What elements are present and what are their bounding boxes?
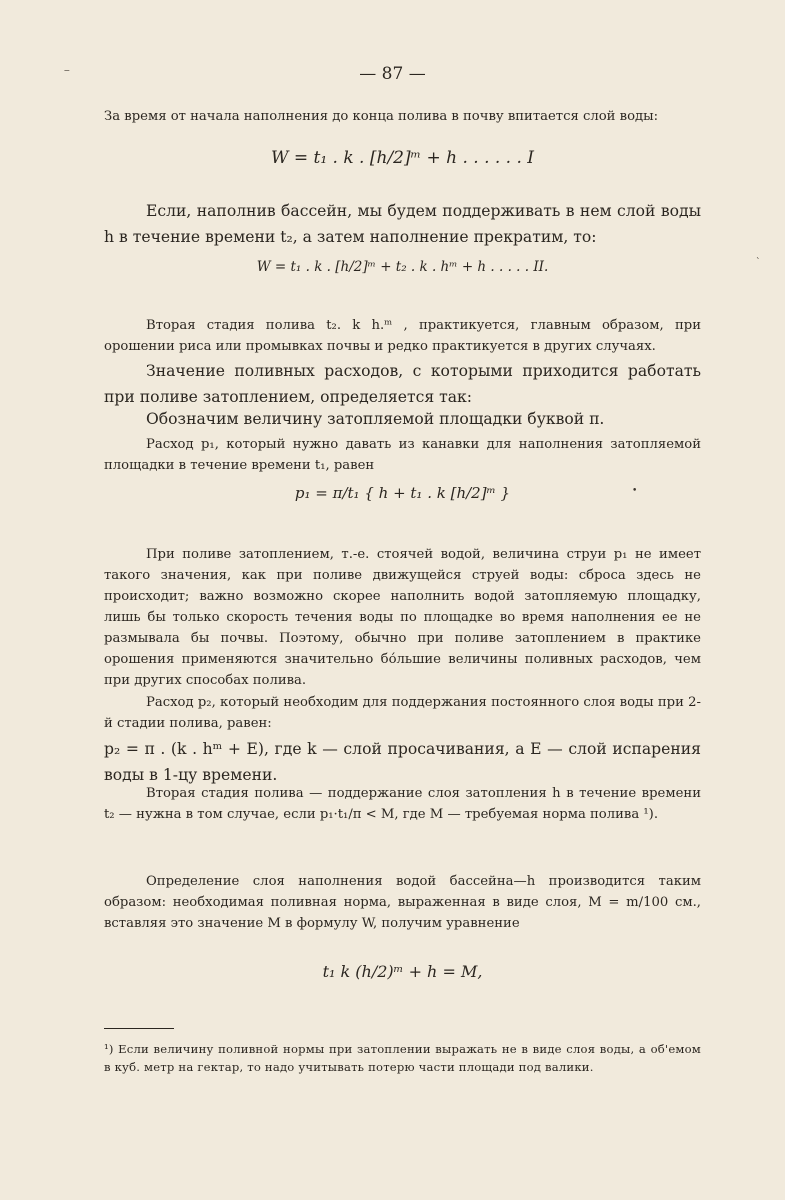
footnote: ¹) Если величину поливной нормы при затоплении выражать не в виде слоя воды, а об'емом в куб. метр на гектар, то надо учитывать потерю части площади под валики. <box>104 1042 701 1074</box>
formula-3: p₁ = π/t₁ { h + t₁ . k [h/2]ᵐ } <box>294 484 511 502</box>
paragraph-8-formula-line: p₂ = π . (k . hᵐ + E), где k — слой просачивания, а E — слой испарения воды в 1-цу времени. <box>104 740 701 784</box>
footnote-rule <box>104 1028 174 1029</box>
formula-4: t₁ k (h/2)ᵐ + h = M, <box>322 962 483 981</box>
paragraph-9: Вторая стадия полива — поддержание слоя затопления h в течение времени t₂ — нужна в том случае, если p₁·t₁/π < M, где M — требуемая норма полива ¹). <box>104 786 701 822</box>
ink-speck: ‒ <box>64 66 70 76</box>
ink-speck: ˋ <box>756 258 761 268</box>
formula-1: W = t₁ . k . [h/2]ᵐ + h . . . . . . I <box>270 148 535 168</box>
ink-speck: • <box>632 486 638 496</box>
paragraph-2: Если, наполнив бассейн, мы будем поддерживать в нем слой воды h в течение времени t₂, а затем наполнение прекратим, то: <box>104 202 701 246</box>
paragraph-1: За время от начала наполнения до конца полива в почву впитается слой воды: <box>104 109 659 124</box>
page-number: — 87 — <box>359 64 426 84</box>
formula-2: W = t₁ . k . [h/2]ᵐ + t₂ . k . hᵐ + h . . . . . II. <box>256 259 549 275</box>
paragraph-10: Определение слоя наполнения водой бассейна—h производится таким образом: необходимая поливная норма, выраженная в виде слоя, M = m/100 см., вставляя это значение M в формулу W, получим уравнение <box>104 874 701 931</box>
paragraph-6: Расход p₁, который нужно давать из канавки для наполнения затопляемой площадки в течение времени t₁, равен <box>104 437 701 473</box>
paragraph-8: Расход p₂, который необходим для поддержания постоянного слоя воды при 2-й стадии полива, равен: <box>104 695 701 731</box>
paragraph-7: При поливе затоплением, т.-е. стоячей водой, величина струи p₁ не имеет такого значения, как при поливе движущейся струей воды: сброса здесь не происходит; важно возможно скорее наполнить водой затопляемую площадку, лишь бы только скорость течения воды по площадке во время наполнения ее не размывала бы почвы. Поэтому, обычно при поливе затоплением в практике орошения применяются значительно бо́льшие величины поливных расходов, чем при других способах полива. <box>104 547 701 688</box>
paragraph-4: Значение поливных расходов, с которыми приходится работать при поливе затоплением, определяется так: <box>104 362 701 406</box>
paragraph-5: Обозначим величину затопляемой площадки буквой π. <box>146 410 605 428</box>
paragraph-3: Вторая стадия полива t₂. k h.ᵐ , практикуется, главным образом, при орошении риса или промывках почвы и редко практикуется в других случаях. <box>104 318 701 354</box>
